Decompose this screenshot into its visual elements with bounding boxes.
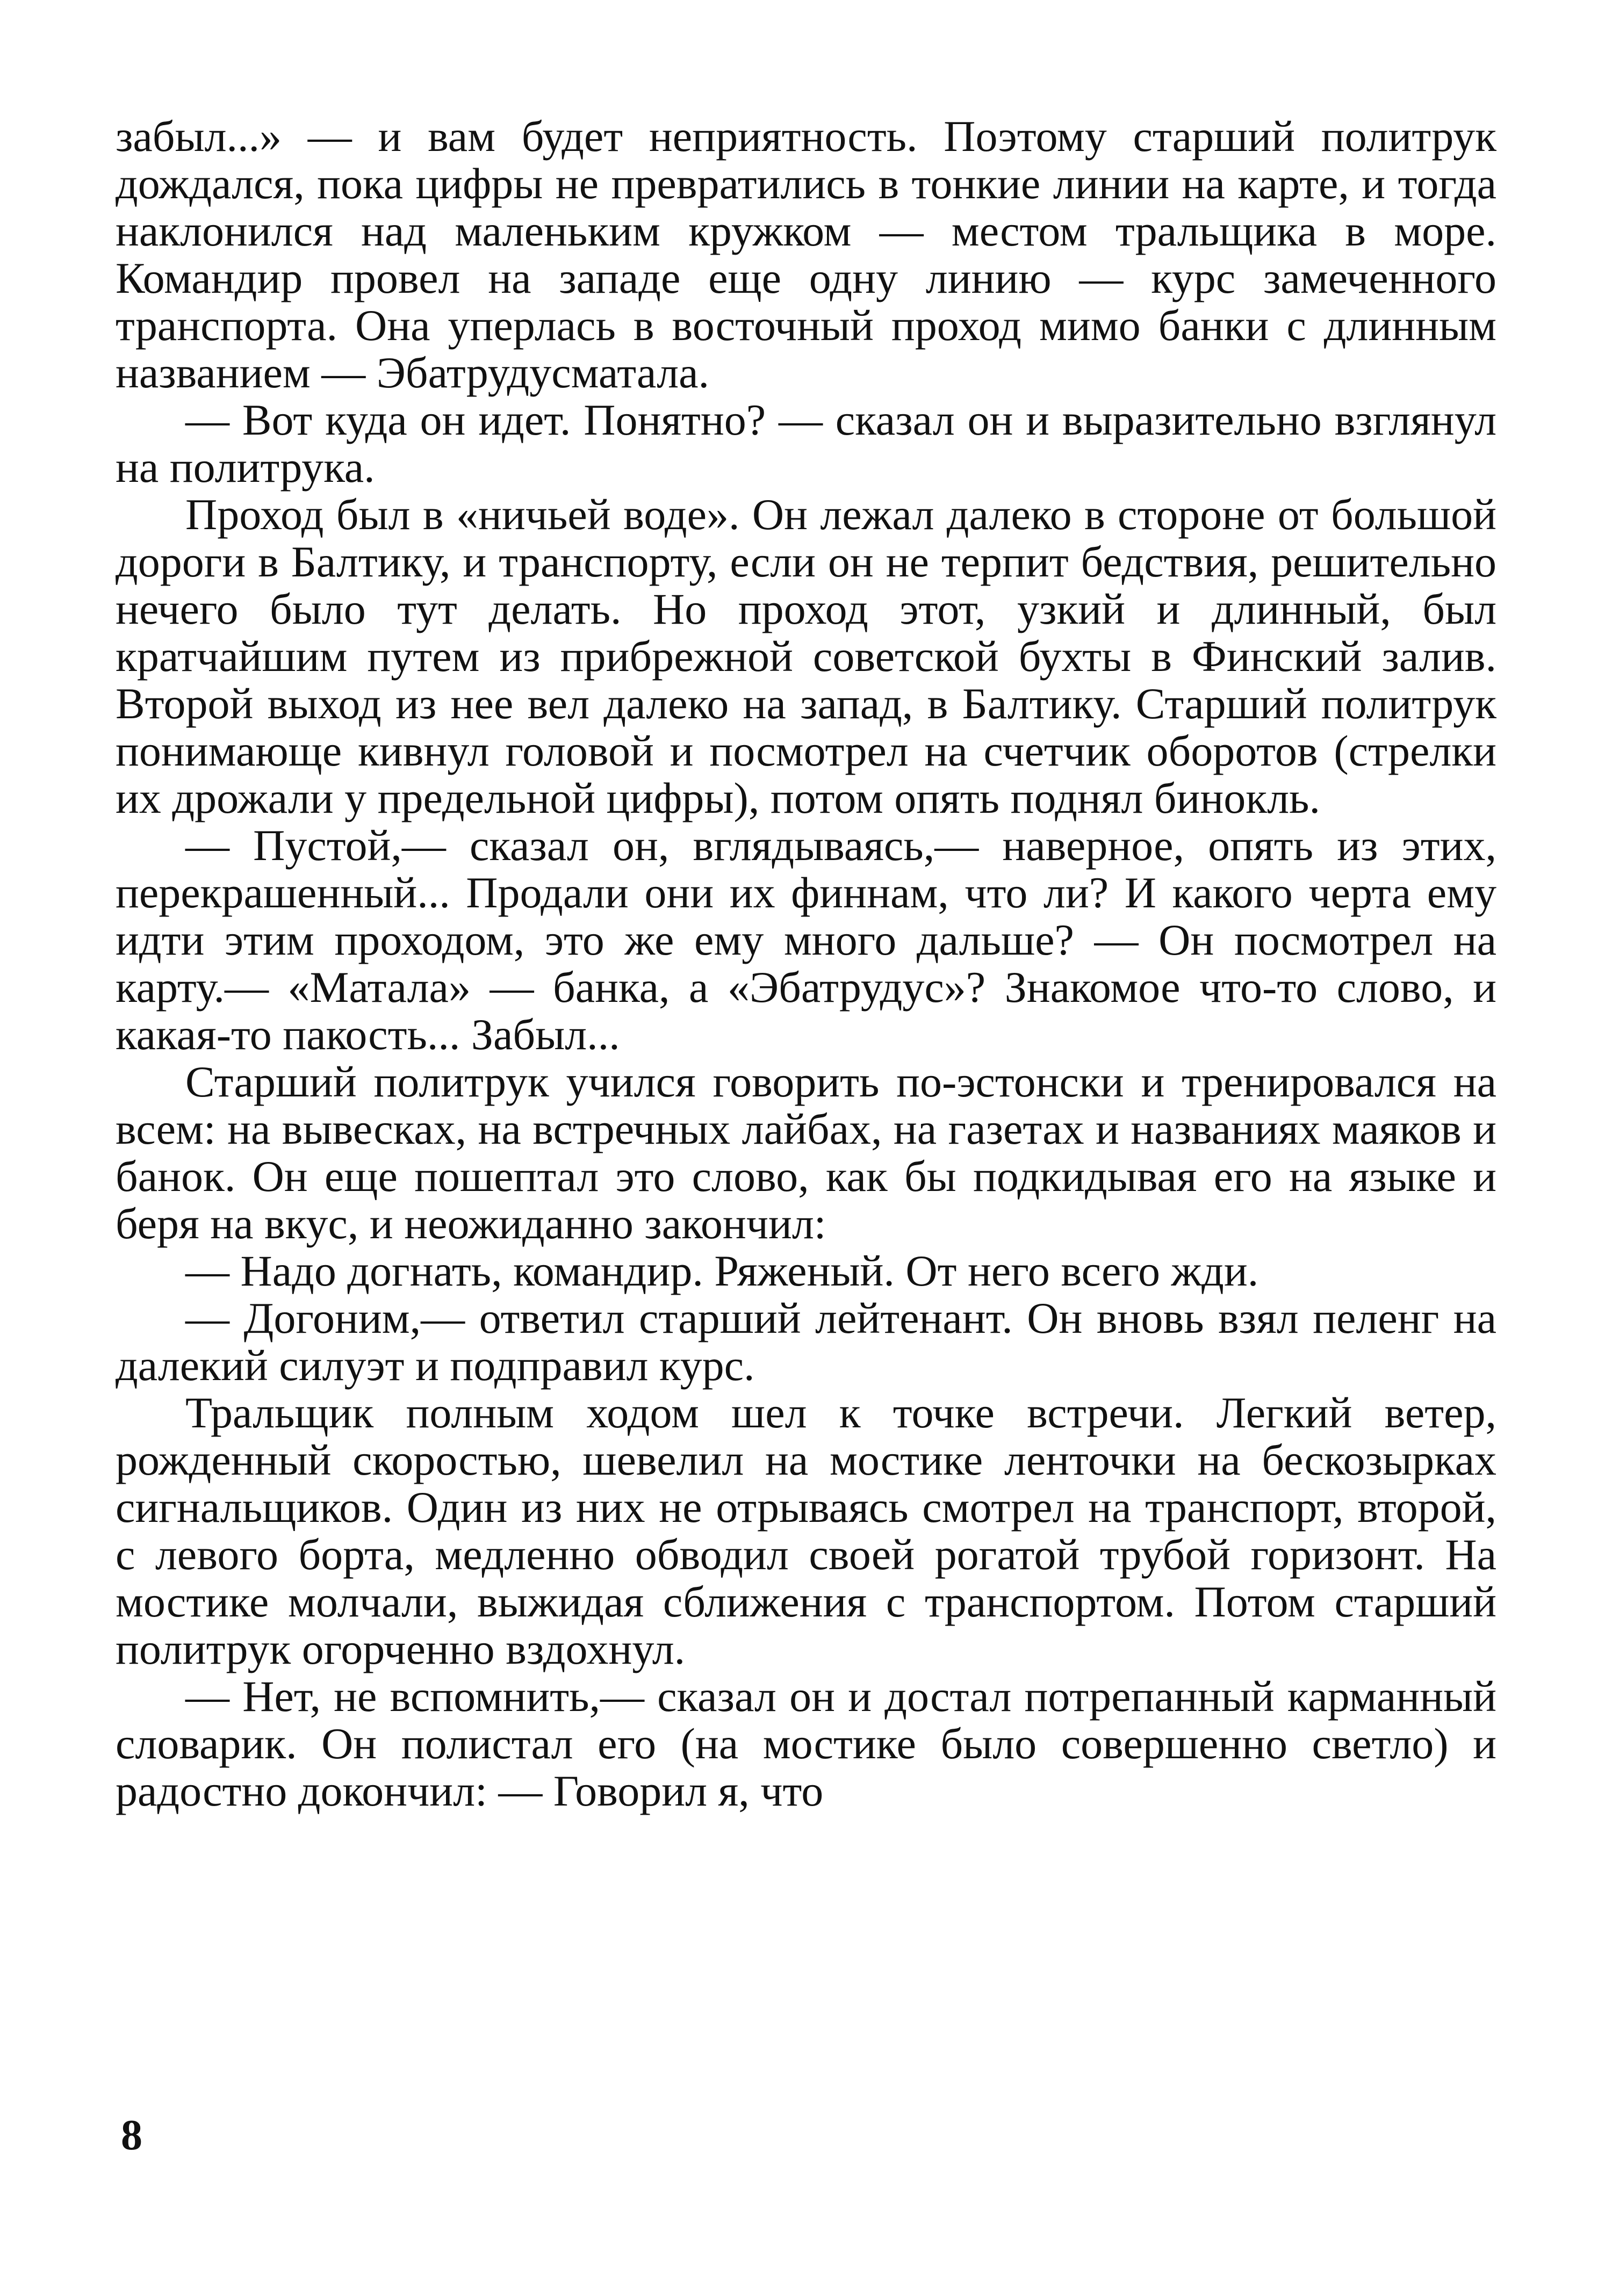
paragraph: — Догоним,— ответил старший лейтенант. Он вновь взял пеленг на далекий силуэт и подправил курс.	[116, 1294, 1496, 1390]
paragraph: — Вот куда он идет. Понятно? — сказал он и выразительно взглянул на политрука.	[116, 395, 1496, 492]
page-number: 8	[121, 2112, 142, 2159]
body-text	[116, 113, 1496, 1815]
paragraph: — Надо догнать, командир. Ряженый. От него всего жди.	[185, 1246, 1259, 1295]
paragraph: — Пустой,— сказал он, вглядываясь,— наверное, опять из этих, перекрашенный... Продали они их финнам, что ли? И какого черта ему идти этим проходом, это же ему много дальше? — Он посмотрел на карту.— «Матала» — банка, а «Эбатрудус»? Знакомое что-то слово, и какая-то пакость... Забыл...	[116, 821, 1496, 1059]
paragraph: забыл...» — и вам будет неприятность. Поэтому старший политрук дождался, пока цифры не превратились в тонкие линии на карте, и тогда наклонился над маленьким кружком — местом тральщика в море. Командир провел на западе еще одну линию — курс замеченного транспорта. Она уперлась в восточный проход мимо банки с длинным названием — Эбатрудусматала.	[116, 112, 1496, 397]
paragraph: Тральщик полным ходом шел к точке встречи. Легкий ветер, рожденный скоростью, шевелил на мостике ленточки на бескозырках сигнальщиков. Один из них не отрываясь смотрел на транспорт, второй, с левого борта, медленно обводил своей рогатой трубой горизонт. На мостике молчали, выжидая сближения с транспортом. Потом старший политрук огорченно вздохнул.	[116, 1388, 1496, 1673]
paragraph: Старший политрук учился говорить по-эстонски и тренировался на всем: на вывесках, на встречных лайбах, на газетах и названиях маяков и банок. Он еще пошептал это слово, как бы подкидывая его на языке и беря на вкус, и неожиданно закончил:	[116, 1057, 1496, 1248]
paragraph: Проход был в «ничьей воде». Он лежал далеко в стороне от большой дороги в Балтику, и транспорту, если он не терпит бедствия, решительно нечего было тут делать. Но проход этот, узкий и длинный, был кратчайшим путем из прибрежной советской бухты в Финский залив. Второй выход из нее вел далеко на запад, в Балтику. Старший политрук понимающе кивнул головой и посмотрел на счетчик оборотов (стрелки их дрожали у предельной цифры), потом опять поднял бинокль.	[116, 490, 1496, 822]
paragraph: — Нет, не вспомнить,— сказал он и достал потрепанный карманный словарик. Он полистал его (на мостике было совершенно светло) и радостно докончил: — Говорил я, что	[116, 1672, 1496, 1815]
